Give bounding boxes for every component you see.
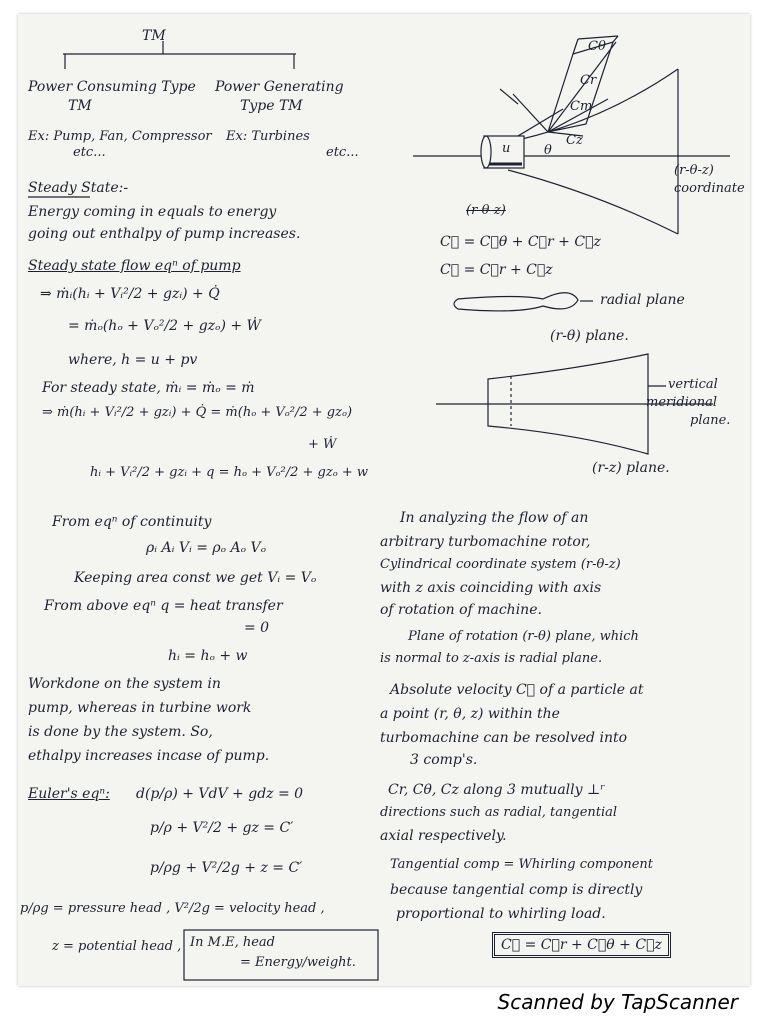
vertical-label: vertical [668,377,718,392]
where-h: where, h = u + pv [68,352,198,368]
tm-title: TM [142,28,166,44]
examples-generating: Ex: Turbines [226,129,310,144]
rz-plane-label: (r-z) plane. [592,460,670,476]
workdone-line-1: Workdone on the system in [28,676,221,692]
meridional-label: meridional [646,395,717,410]
examples-consuming-etc: etc... [73,145,106,160]
diagram-label-theta: θ [544,143,552,158]
rtz-small-label: (r-θ-z) [466,203,506,218]
equation-3b: + Ẇ [308,437,337,452]
steady-state-heading: Steady State:- [28,180,129,196]
workdone-line-4: ethalpy increases incase of pump. [28,748,270,764]
in-me-head-note: In M.E, head [190,935,275,950]
para5-line-2: because tangential comp is directly [390,882,643,898]
equation-4: hᵢ + Vᵢ²/2 + gzᵢ + q = hₒ + Vₒ²/2 + gzₒ + w [90,465,369,480]
continuity-equation: ρᵢ Aᵢ Vᵢ = ρₒ Aₒ Vₒ [146,540,266,556]
euler-heading: Euler's eqⁿ: [28,786,110,802]
diagram-label-cr: Cr [580,73,597,88]
energy-line-1: Energy coming in equals to energy [28,204,277,220]
para1-line-4: with z axis coinciding with axis [380,580,602,596]
casing-lower [508,170,678,234]
energy-line-2: going out enthalpy of pump increases. [28,226,301,242]
scanner-watermark: Scanned by TapScanner [497,990,738,1014]
para2-line-2: is normal to z-axis is radial plane. [380,651,603,666]
equals-zero: = 0 [244,620,270,636]
hi-equation: hᵢ = hₒ + w [168,648,248,664]
para3-line-2: a point (r, θ, z) within the [380,706,560,722]
para1-line-1: In analyzing the flow of an [400,510,589,526]
para3-line-1: Absolute velocity C⃗ of a particle at [390,682,644,698]
para5-line-1: Tangential comp = Whirling component [390,857,654,872]
equation-1: ⇒ ṁᵢ(hᵢ + Vᵢ²/2 + gzᵢ) + Q̇ [40,286,220,302]
para3-line-3: turbomachine can be resolved into [380,730,628,746]
euler-equation-1: d(p/ρ) + VdV + gdz = 0 [136,786,304,802]
final-velocity-equation: C⃗ = C⃗r + C⃗θ + C⃗z [492,932,671,958]
shaft-end [481,136,491,168]
workdone-line-2: pump, whereas in turbine work [28,700,252,716]
plane-label: plane. [690,413,731,428]
para1-line-3: Cylindrical coordinate system (r-θ-z) [380,557,621,572]
euler-equation-3: p/ρg + V²/2g + z = C′ [150,860,303,876]
examples-consuming: Ex: Pump, Fan, Compressor [28,129,212,144]
para1-line-5: of rotation of machine. [380,602,542,618]
radial-plane-shape [454,293,578,311]
energy-per-weight: = Energy/weight. [240,955,356,970]
coordinate-label-2: coordinate [674,181,745,196]
para4-line-1: Cr, Cθ, Cz along 3 mutually ⊥ʳ [388,782,606,798]
para3-line-4: 3 comp's. [410,752,478,768]
velocity-box-edge [573,39,578,54]
power-generating-label: Power Generating [215,79,344,95]
power-generating-label-2: Type TM [240,98,303,114]
diagram-label-c-theta: Cθ [588,39,606,54]
diagram-label-cz: Cz [566,133,583,148]
para4-line-3: axial respectively. [380,828,507,844]
scanned-page [18,14,750,986]
continuity-heading: From eqⁿ of continuity [52,514,212,530]
power-consuming-label-2: TM [68,98,92,114]
equation-3: ⇒ ṁ(hᵢ + Vᵢ²/2 + gzᵢ) + Q̇ = ṁ(hₒ + Vₒ²/2 + gzₒ) [42,405,353,420]
examples-generating-etc: etc... [326,145,359,160]
vector-c-equation-2: C⃗ = C⃗r + C⃗z [440,262,553,278]
from-above: From above eqⁿ q = heat transfer [44,598,283,614]
euler-equation-2: p/ρ + V²/2 + gz = C′ [150,820,294,836]
power-consuming-label: Power Consuming Type [28,79,196,95]
diagram-label-u: u [502,141,511,156]
para2-line-1: Plane of rotation (r-θ) plane, which [408,629,639,644]
vector-c-equation-1: C⃗ = C⃗θ + C⃗r + C⃗z [440,234,601,250]
r-theta-plane-label: (r-θ) plane. [550,328,629,344]
potential-head: z = potential head , [52,939,182,954]
para4-line-2: directions such as radial, tangential [380,805,618,820]
radial-plane-label: radial plane [600,292,685,308]
para1-line-2: arbitrary turbomachine rotor, [380,534,591,550]
equation-2: = ṁₒ(hₒ + Vₒ²/2 + gzₒ) + Ẇ [68,318,261,334]
coordinate-label-1: (r-θ-z) [674,163,714,178]
pressure-velocity-head: p/ρg = pressure head , V²/2g = velocity head , [20,901,325,916]
velocity-vector-u [513,94,548,132]
diagram-label-cm: Cm [570,99,593,114]
para5-line-3: proportional to whirling load. [396,906,606,922]
keeping-area: Keeping area const we get Vᵢ = Vₒ [74,570,317,586]
workdone-line-3: is done by the system. So, [28,724,213,740]
sfe-heading: Steady state flow eqⁿ of pump [28,258,241,274]
for-steady-state: For steady state, ṁᵢ = ṁₒ = ṁ [42,380,255,396]
